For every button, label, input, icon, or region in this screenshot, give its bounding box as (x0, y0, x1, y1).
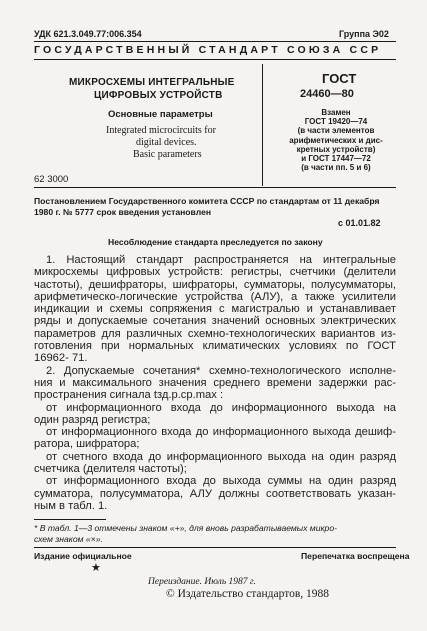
reissue-note: Переиздание. Июль 1987 г. (148, 577, 256, 587)
title-block-bottom-rule (34, 187, 396, 188)
p1-line: арифметическо-логические устройства (АЛУ), а также усилители (34, 290, 396, 303)
gost-number: 24460—80 (300, 88, 354, 100)
p2-line: от счетного входа до информационного выхода на один разряд (46, 450, 396, 463)
footnote (34, 523, 396, 545)
p1-line: готовления при нормальных климатических условиях по ГОСТ (34, 340, 396, 353)
replaces-line: и ГОСТ 17447—72 (301, 154, 371, 164)
p1-line: 1. Настоящий стандарт распространяется на интегральные (46, 254, 396, 266)
p1-line: 16962- 71. (34, 352, 88, 365)
p1-line: микросхемы цифровых устройств: регистры, счетчики (делители (34, 266, 396, 279)
p2-line: ратора, шифратора; (34, 438, 140, 451)
footnote-line: схем знаком «×». (34, 534, 103, 544)
header-rule-top (34, 41, 396, 42)
effective-date: с 01.01.82 (338, 218, 381, 228)
replaces-line: Взамен (321, 108, 351, 117)
p1-line: индикации и схемы сопряжения с магистралью и устанавливает (34, 303, 396, 316)
copyright: © Издательство стандартов, 1988 (166, 588, 330, 600)
star-icon: ★ (91, 562, 101, 574)
header-rule-bottom (34, 59, 396, 60)
replaces-line: (в части элементов (297, 126, 375, 136)
subtitle: Основные параметры (108, 109, 213, 120)
decree-line: Постановлением Государственного комитета СССР по стандартам от 11 декабря (34, 196, 380, 206)
p2-line: от информационного входа до информационного выхода дешиф- (46, 426, 396, 439)
p2-line: счетчика (делителя частоты); (34, 463, 187, 476)
p2-line: ния и максимального значения среднего времени задержки рас- (34, 376, 396, 389)
p1-line: параметров для различных схемно-технологических вариантов из- (34, 327, 396, 340)
body-text (34, 254, 396, 512)
p1-line: ряды и допускаемые сочетания значений основных электрических (34, 315, 396, 328)
p2-line: от информационного входа до выхода суммы на один разряд (46, 475, 396, 488)
title-block-divider (262, 64, 263, 186)
p2-line: пространения сигнала tзд.р.ср.max : (34, 389, 224, 402)
gost-label: ГОСТ (322, 71, 357, 86)
footnote-rule (34, 519, 106, 520)
footer-rule (34, 547, 396, 548)
title-en-line1: Integrated microcircuits for (106, 125, 216, 136)
p2-line: 2. Допускаемые сочетания* схемно-технологического исполне- (46, 364, 396, 377)
legal-warning: Несоблюдение стандарта преследуется по закону (108, 237, 323, 247)
replaces-block (276, 108, 396, 172)
replaces-line: (в части пп. 5 и 6) (301, 163, 371, 173)
classification-code: 62 3000 (34, 174, 69, 185)
title-ru-line2: ЦИФРОВЫХ УСТРОЙСТВ (94, 90, 223, 101)
p2-line: один разряд регистра; (34, 413, 151, 426)
udk-code: УДК 621.3.049.77:006.354 (34, 29, 142, 39)
p2-line: ным в табл. 1. (34, 499, 108, 512)
p2-line: от информационного входа до информационного выхода на (46, 401, 396, 414)
decree-text (34, 196, 396, 218)
title-en-line3: Basic parameters (133, 149, 202, 160)
decree-line: 1980 г. № 5777 срок введения установлен (34, 207, 212, 217)
reprint-prohibited: Перепечатка воспрещена (301, 551, 410, 561)
title-en-line2: digital devices. (136, 137, 197, 148)
replaces-line: ГОСТ 19420—74 (304, 117, 368, 127)
state-standard-banner: ГОСУДАРСТВЕННЫЙ СТАНДАРТ СОЮЗА ССР (34, 44, 382, 56)
group-code: Группа Э02 (339, 29, 389, 39)
p2-line: сумматора, полусумматора, АЛУ должны соответствовать указан- (34, 487, 396, 500)
footnote-line: * В табл. 1—3 отмечены знаком «+», для вновь разрабатываемых микро- (34, 523, 337, 533)
replaces-line: кретных устройств) (296, 144, 376, 154)
p1-line: частоты), дешифраторы, шифраторы, сумматоры, полусумматоры, (34, 278, 396, 291)
replaces-line: арифметических и дис- (289, 135, 383, 145)
title-ru-line1: МИКРОСХЕМЫ ИНТЕГРАЛЬНЫЕ (69, 77, 235, 88)
official-edition: Издание официальное (34, 551, 132, 561)
